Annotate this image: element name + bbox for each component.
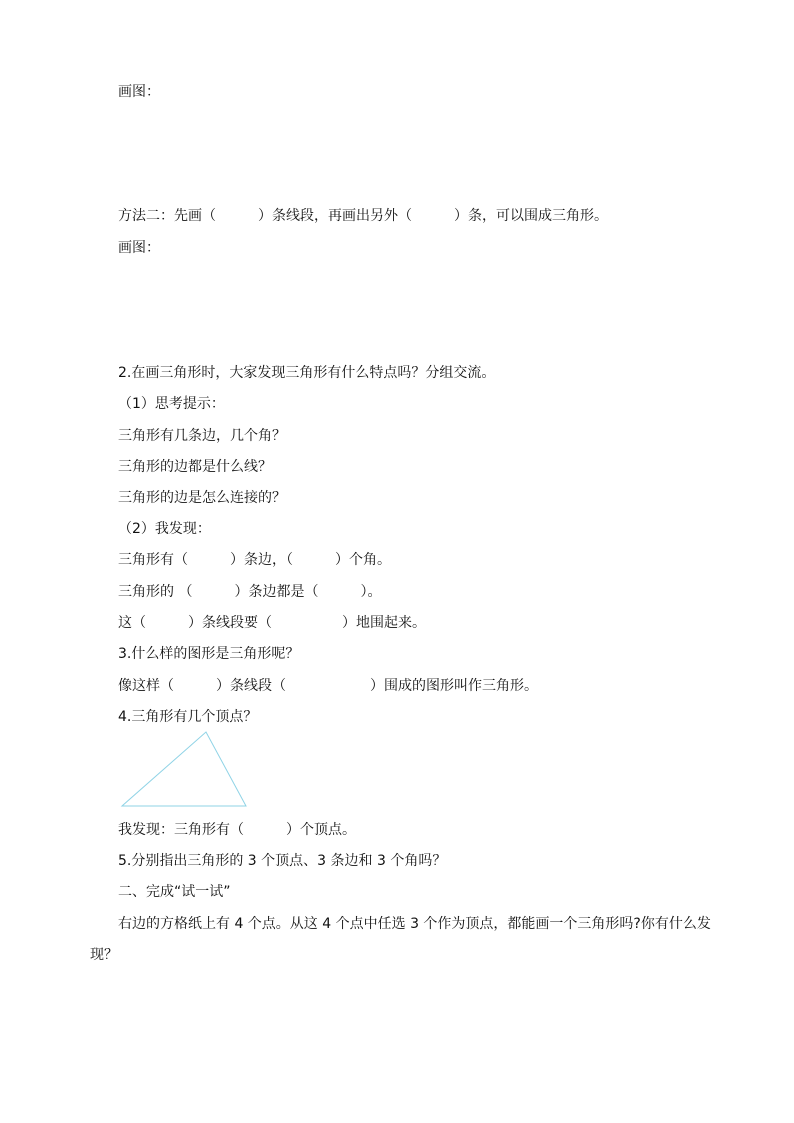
draw-label-2: 画图： (118, 240, 160, 256)
definition-line: 像这样（ ）条线段（ ）围成的图形叫作三角形。 (118, 678, 538, 694)
try-it-paragraph-line-2: 现？ (90, 947, 118, 963)
discover-line-3: 这（ ）条线段要（ ）地围起来。 (118, 615, 426, 631)
question-5: 5.分别指出三角形的 3 个顶点、3 条边和 3 个角吗？ (118, 853, 447, 869)
question-3: 3.什么样的图形是三角形呢？ (118, 646, 300, 662)
vertex-answer-line: 我发现：三角形有（ ）个顶点。 (118, 822, 356, 838)
discover-line-2: 三角形的 （ ）条边都是（ ）。 (118, 584, 382, 600)
section-two-heading: 二、完成“试一试” (118, 884, 231, 900)
question-2: 2.在画三角形时，大家发现三角形有什么特点吗？分组交流。 (118, 365, 496, 381)
hint-line-1: 三角形有几条边，几个角？ (118, 428, 286, 444)
try-it-paragraph-line-1: 右边的方格纸上有 4 个点。从这 4 个点中任选 3 个作为顶点，都能画一个三角形吗?你有什么发 (118, 916, 711, 932)
hint-line-2: 三角形的边都是什么线？ (118, 459, 272, 475)
hint-heading: （1）思考提示： (118, 396, 225, 412)
discover-line-1: 三角形有（ ）条边，（ ）个角。 (118, 552, 391, 568)
triangle-shape (122, 732, 246, 806)
draw-label-1: 画图： (118, 84, 160, 100)
hint-line-3: 三角形的边是怎么连接的？ (118, 490, 286, 506)
triangle-figure (118, 728, 250, 812)
question-4: 4.三角形有几个顶点？ (118, 709, 258, 725)
discover-heading: （2）我发现： (118, 521, 211, 537)
method-two-line: 方法二：先画（ ）条线段，再画出另外（ ）条，可以围成三角形。 (118, 208, 608, 224)
